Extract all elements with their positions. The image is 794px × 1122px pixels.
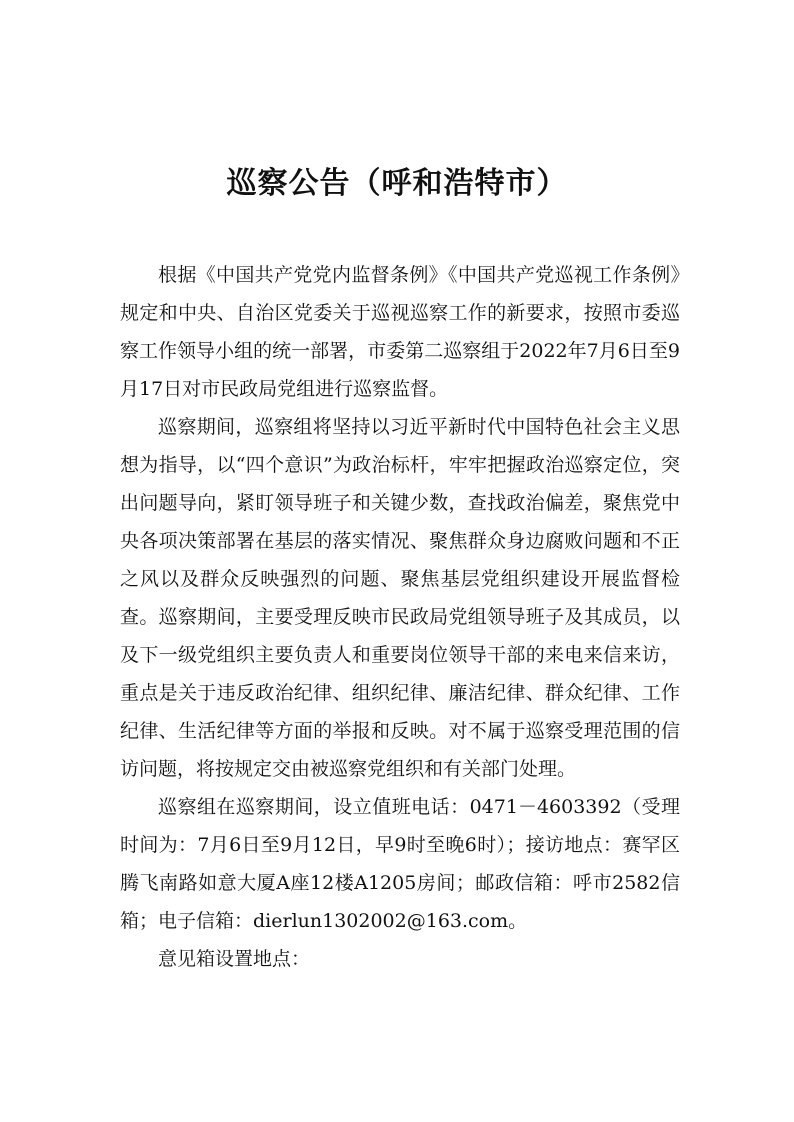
paragraph-suggestion-box: 意见箱设置地点： <box>158 948 311 970</box>
document-body <box>120 256 680 978</box>
paragraph-inspection-scope: 巡察期间，巡察组将坚持以习近平新时代中国特色社会主义思想为指导，以“四个意识”为政治标杆，牢牢把握政治巡察定位，突出问题导向，紧盯领导班子和关键少数，查找政治偏差，聚焦党中央各项决策部署在基层的落实情况、聚焦群众身边腐败问题和不正之风以及群众反映强烈的问题、聚焦基层党组织建设开展监督检查。巡察期间，主要受理反映市民政局党组领导班子及其成员，以及下一级党组织主要负责人和重要岗位领导干部的来电来信来访，重点是关于违反政治纪律、组织纪律、廉洁纪律、群众纪律、工作纪律、生活纪律等方面的举报和反映。对不属于巡察受理范围的信访问题，将按规定交由被巡察党组织和有关部门处理。 <box>120 416 680 780</box>
paragraph-contact-info: 巡察组在巡察期间，设立值班电话：0471－4603392（受理时间为：7月6日至9月12日，早9时至晚6时）；接访地点：赛罕区腾飞南路如意大厦A座12楼A1205房间；邮政信箱：呼市2582信箱；电子信箱：dierlun1302002@163.com。 <box>120 796 680 932</box>
paragraph-basis: 根据《中国共产党党内监督条例》《中国共产党巡视工作条例》规定和中央、自治区党委关于巡视巡察工作的新要求，按照市委巡察工作领导小组的统一部署，市委第二巡察组于2022年7月6日至9月17日对市民政局党组进行巡察监督。 <box>120 264 680 400</box>
page-title: 巡察公告（呼和浩特市） <box>226 166 568 201</box>
